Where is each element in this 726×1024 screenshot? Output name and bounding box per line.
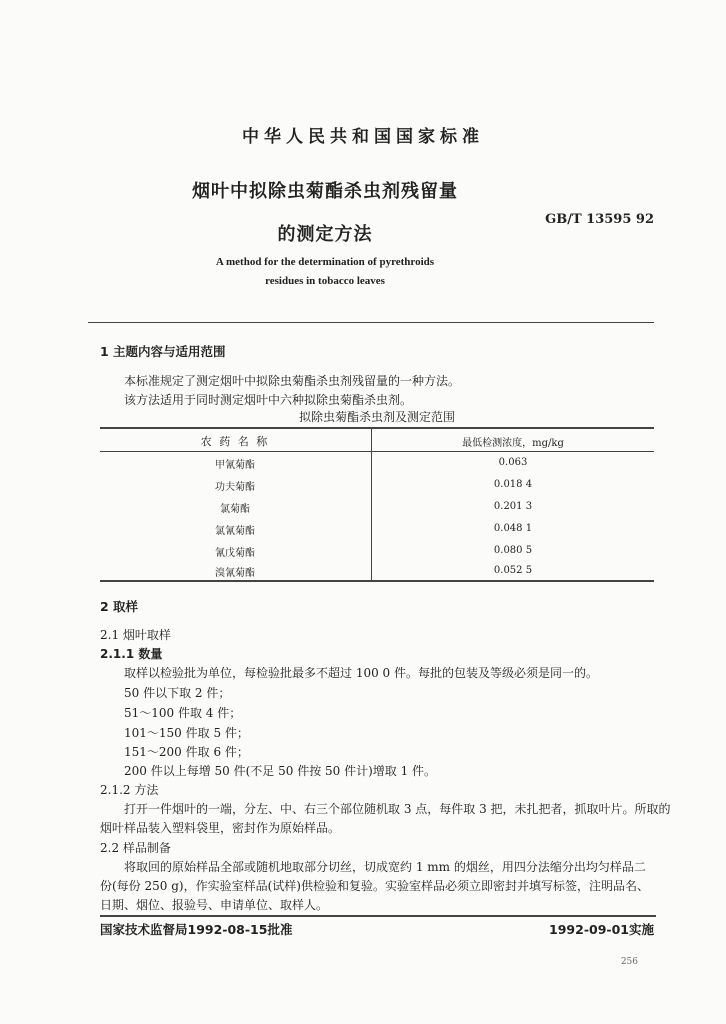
table-row-0-name: 甲氰菊酯: [215, 460, 255, 471]
table-bottom-rule: [100, 580, 654, 582]
subsection-2-1-2-heading: 2.1.2 方法: [100, 783, 159, 797]
standard-code: GB/T 13595 92: [545, 212, 654, 227]
footer-divider: [100, 915, 656, 917]
english-title-line-2: residues in tobacco leaves: [265, 275, 385, 287]
method-line-0: 打开一件烟叶的一端，分左、中、右三个部位随机取 3 点，每件取 3 把，未扎把者，抓取叶片。所取的: [124, 802, 671, 816]
quantity-line-1: 50 件以下取 2 件；: [124, 686, 231, 700]
section-1-para-2: 该方法适用于同时测定烟叶中六种拟除虫菊酯杀虫剂。: [124, 393, 413, 407]
header-divider: [88, 322, 654, 323]
table-row-2-value: 0.201 3: [493, 501, 533, 512]
quantity-line-2: 51～100 件取 4 件；: [124, 706, 242, 720]
subsection-2-2-heading: 2.2 样品制备: [100, 841, 171, 855]
table-row-3-name: 氯氰菊酯: [215, 526, 255, 537]
quantity-line-4: 151～200 件取 6 件；: [124, 745, 249, 759]
method-line-1: 烟叶样品装入塑料袋里，密封作为原始样品。: [100, 821, 341, 835]
table-row-4-name: 氰戊菊酯: [215, 548, 255, 559]
table-row-5-name: 溴氰菊酯: [215, 568, 255, 579]
table-header-pesticide: 农 药 名 称: [200, 435, 270, 448]
section-1-heading: 1 主题内容与适用范围: [100, 344, 226, 359]
approval-date: 国家技术监督局1992-08-15批准: [100, 922, 293, 937]
preparation-line-2: 日期、烟位、报验号、申请单位、取样人。: [100, 898, 329, 912]
table-row-5-value: 0.052 5: [493, 565, 533, 576]
quantity-line-5: 200 件以上每增 50 件(不足 50 件按 50 件计)增取 1 件。: [124, 764, 437, 778]
table-caption: 拟除虫菊酯杀虫剂及测定范围: [298, 410, 455, 424]
table-row-1-value: 0.018 4: [493, 479, 533, 490]
effective-date: 1992-09-01实施: [549, 922, 654, 937]
quantity-line-0: 取样以检验批为单位，每检验批最多不超过 100 0 件。每批的包装及等级必须是同一的。: [124, 666, 598, 680]
title-line-1: 烟叶中拟除虫菊酯杀虫剂残留量: [192, 181, 458, 202]
table-top-rule: [100, 427, 654, 429]
issuing-organization: 中华人民共和国国家标准: [242, 127, 484, 147]
preparation-line-1: 份(每份 250 g)，作实验室样品(试样)供检验和复验。实验室样品必须立即密封并填写标签，注明品名、: [100, 879, 649, 893]
table-row-1-name: 功夫菊酯: [215, 482, 255, 493]
quantity-line-3: 101～150 件取 5 件；: [124, 726, 249, 740]
title-line-2: 的测定方法: [277, 224, 373, 245]
table-row-2-name: 氯菊酯: [220, 504, 250, 515]
table-row-4-value: 0.080 5: [493, 545, 533, 556]
section-1-para-1: 本标准规定了测定烟叶中拟除虫菊酯杀虫剂残留量的一种方法。: [124, 374, 461, 388]
table-header-rule: [100, 451, 654, 452]
section-2-heading: 2 取样: [100, 599, 139, 614]
subsection-2-1-heading: 2.1 烟叶取样: [100, 628, 171, 642]
subsection-2-1-1-heading: 2.1.1 数量: [100, 647, 163, 661]
table-row-3-value: 0.048 1: [493, 523, 533, 534]
table-header-detection-limit: 最低检测浓度，mg/kg: [462, 438, 564, 449]
page-number: 256: [620, 957, 638, 967]
english-title-line-1: A method for the determination of pyrethroids: [215, 256, 435, 268]
table-row-0-value: 0.063: [498, 457, 528, 468]
preparation-line-0: 将取回的原始样品全部或随机地取部分切丝，切成宽约 1 mm 的烟丝，用四分法缩分出均匀样品二: [124, 860, 646, 874]
